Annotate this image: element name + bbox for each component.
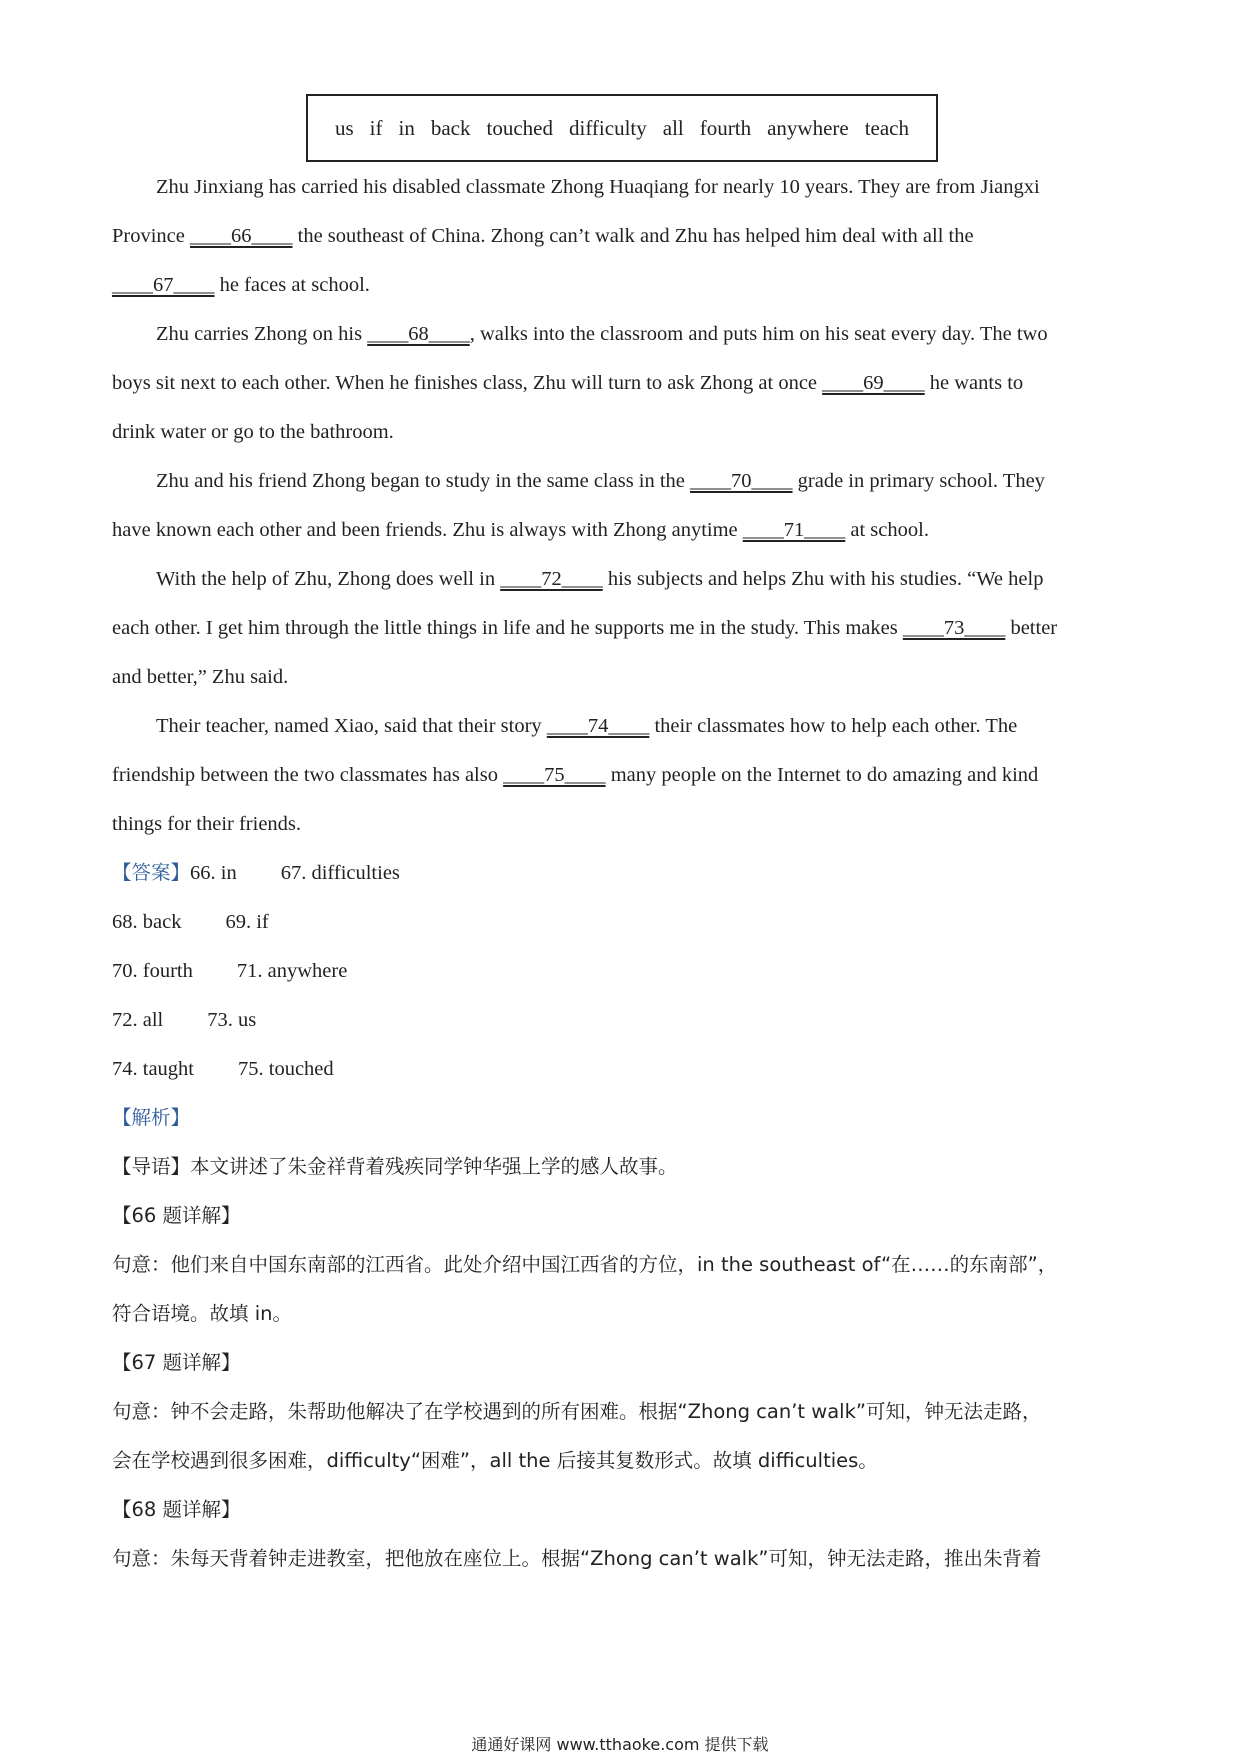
passage-text: each other. I get him through the little things in life and he supports me in the study. This makes [112,617,903,639]
passage-text: Zhu Jinxiang has carried his disabled classmate Zhong Huaqiang for nearly 10 years. They are from Jiangxi [156,176,1040,198]
passage-text: , walks into the classroom and puts him on his seat every day. The two [469,323,1048,345]
word-bank-box [306,94,938,162]
answer-69: 69. if [225,911,269,933]
passage-text: Their teacher, named Xiao, said that their story [156,715,547,737]
passage-text: grade in primary school. They [792,470,1045,492]
blank-70: ____70____ [690,470,793,492]
word-bank-item: difficulty [568,115,647,140]
analysis-intro: 【导语】本文讲述了朱金祥背着残疾同学钟华强上学的感人故事。 [112,1155,678,1178]
passage-text: he faces at school. [214,274,370,296]
word-bank-item: touched [486,115,553,140]
analysis-heading-68: 【68 题详解】 [112,1498,241,1521]
answer-68: 68. back [112,911,182,933]
passage-text: Zhu carries Zhong on his [156,323,368,345]
blank-69: ____69____ [822,372,925,394]
analysis-text: 句意：朱每天背着钟走进教室，把他放在座位上。根据“Zhong can’t walk”可知，钟无法走路，推出朱背着 [112,1547,1042,1570]
passage-line [112,417,394,447]
passage-line [156,466,1045,496]
passage-line [156,711,1017,741]
passage-text: drink water or go to the bathroom. [112,421,394,443]
blank-75: ____75____ [503,764,606,786]
word-bank-item: back [430,115,471,140]
answer-row [112,1054,334,1084]
analysis-text: 会在学校遇到很多困难，difficulty“困难”，all the 后接其复数形式。故填 difficulties。 [112,1449,878,1472]
passage-line [156,172,1040,202]
answer-66: 66. in [190,862,237,884]
blank-68: ____68____ [367,323,470,345]
answer-72: 72. all [112,1009,164,1031]
passage-text: better [1005,617,1058,639]
word-bank-item: teach [864,115,909,140]
blank-71: ____71____ [742,519,846,541]
word-bank-item: if [369,115,383,140]
blank-74: ____74____ [546,715,650,737]
passage-text: and better,” Zhu said. [112,666,289,688]
passage-line [112,515,929,545]
word-bank-item: us [334,115,354,140]
word-bank-item: fourth [699,115,752,140]
analysis-heading-67: 【67 题详解】 [112,1351,241,1374]
analysis-text: 符合语境。故填 in。 [112,1302,292,1325]
passage-text: friendship between the two classmates has also [112,764,504,786]
passage-text: Province [112,225,190,247]
answer-67: 67. difficulties [280,862,400,884]
passage-line [112,809,301,839]
answer-row [112,1005,256,1035]
passage-text: at school. [845,519,929,541]
passage-line [112,662,288,692]
passage-line [112,368,1023,398]
blank-72: ____72____ [500,568,603,590]
passage-text: his subjects and helps Zhu with his studies. “We help [602,568,1044,590]
answer-label: 【答案】 [112,861,191,884]
answer-row [112,956,347,986]
analysis-text: 句意：钟不会走路，朱帮助他解决了在学校遇到的所有困难。根据“Zhong can’t walk”可知，钟无法走路， [112,1400,1042,1423]
passage-text: the southeast of China. Zhong can’t walk and Zhu has helped him deal with all the [292,225,974,247]
answer-row [112,907,269,937]
passage-text: he wants to [924,372,1024,394]
blank-73: ____73____ [902,617,1006,639]
passage-line [156,319,1048,349]
answer-70: 70. fourth [112,960,193,982]
passage-line [112,270,370,300]
answer-71: 71. anywhere [236,960,348,982]
analysis-text: 句意：他们来自中国东南部的江西省。此处介绍中国江西省的方位，in the southeast of“在……的东南部”， [112,1253,1058,1276]
analysis-label: 【解析】 [112,1106,191,1129]
passage-text: With the help of Zhu, Zhong does well in [156,568,501,590]
answer-75: 75. touched [238,1058,334,1080]
passage-line [112,760,1038,790]
word-bank-item: in [398,115,415,140]
answer-row [112,858,400,888]
passage-text: have known each other and been friends. Zhu is always with Zhong anytime [112,519,743,541]
passage-line [112,613,1057,643]
passage-text: Zhu and his friend Zhong began to study in the same class in the [156,470,691,492]
blank-67: ____67____ [112,274,215,296]
answer-74: 74. taught [112,1058,194,1080]
passage-text: boys sit next to each other. When he finishes class, Zhu will turn to ask Zhong at once [112,372,823,394]
passage-line [156,564,1043,594]
answer-73: 73. us [207,1009,257,1031]
passage-text: many people on the Internet to do amazing and kind [605,764,1039,786]
analysis-heading-66: 【66 题详解】 [112,1204,241,1227]
word-bank-item: anywhere [767,115,849,140]
passage-text: things for their friends. [112,813,302,835]
passage-line [112,221,974,251]
page-footer: 通通好课网 www.tthaoke.com 提供下载 [471,1735,769,1754]
blank-66: ____66____ [190,225,293,247]
passage-text: their classmates how to help each other. The [649,715,1018,737]
word-bank-item: all [662,115,684,140]
